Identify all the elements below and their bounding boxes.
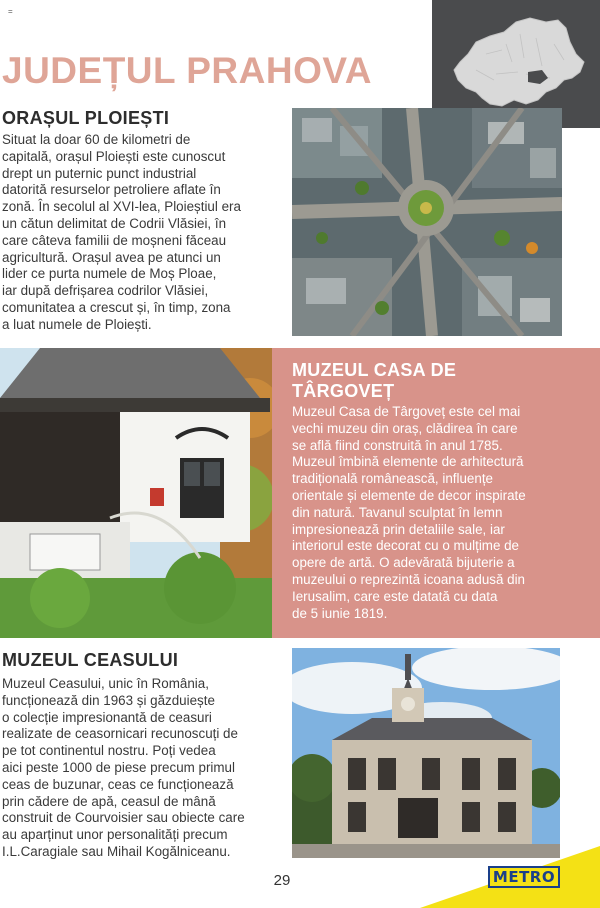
ceasului-heading: MUZEUL CEASULUI — [2, 650, 179, 670]
targovet-heading: MUZEUL CASA DE TÂRGOVEȚ — [292, 360, 457, 401]
ploiesti-text: Situat la doar 60 de kilometri de capitală, orașul Ploiești este cunoscut drept un puternic punct industrial datorită resurselor petroliere aflate în zonă. În secolul al XVI-lea, Ploieștiul era un cătun delimitat de Codrii Vlăsiei, în care câteva familii de moșneni făceau agricultură. Orașul avea pe atunci un lider ce purta numele de Moș Ploae, iar după defrișarea codrilor Vlăsiei, comunitatea a crescut și, în timp, zona a luat numele de Ploiești. — [2, 132, 241, 332]
ploiesti-heading: ORAȘUL PLOIEȘTI — [2, 108, 170, 128]
ceasului-text: Muzeul Ceasului, unic în România, funcționează din 1963 și găzduiește o colecție impresionantă de ceasuri realizate de ceasornicari recunoscuți de pe tot continentul nostru. Poți vedea aici peste 1000 de piese precum primul ceas de buzunar, ceas ce funcționează prin cădere de apă, ceasul de mână construit de Courvoisier sau obiecte care au aparținut unor personalități precum I.L.Caragiale sau Mihail Kogălniceanu. — [2, 676, 245, 859]
page-number: 29 — [273, 872, 291, 889]
targovet-text: Muzeul Casa de Târgoveț este cel mai vechi muzeu din oraș, clădirea în care se află fiind construită în anul 1785. Muzeul îmbină elemente de arhitectură tradițională românească, influențe orientale și elemente de decor inspirate din natură. Tavanul sculptat în lemn impresionează prin detaliile sale, iar interiorul este decorat cu o mulțime de opere de artă. O adevărată bijuterie a muzeului o reprezintă icoana adusă din Ierusalim, care este datată cu data de 5 iunie 1819. — [292, 404, 526, 621]
metro-logo: METRO — [488, 866, 560, 888]
page-title: JUDEȚUL PRAHOVA — [2, 50, 373, 91]
page-marker: = — [8, 7, 13, 16]
